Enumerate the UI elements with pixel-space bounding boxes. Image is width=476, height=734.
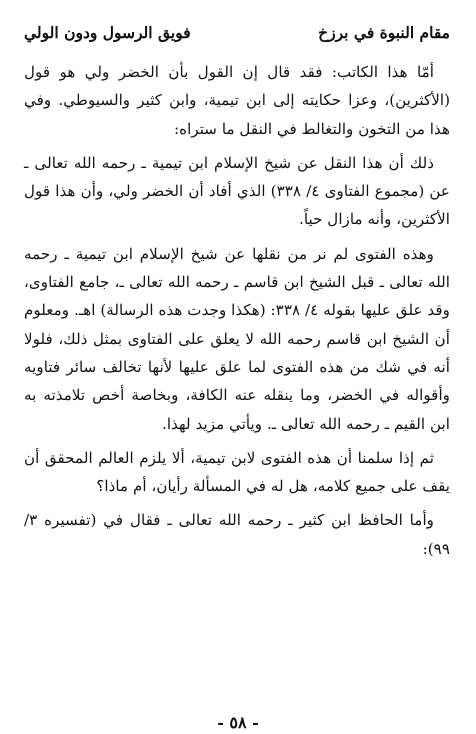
page-number: - ٥٨ - xyxy=(217,713,259,732)
paragraph-writer-claim: أمّا هذا الكاتب: فقد قال إن القول بأن الخضر ولي هو قول (الأكثرين)، وعزا حكايته إلى ابن تيمية، وابن كثير والسيوطي. وفي هذا من التخون والتغالط في النقل ما ستراه: xyxy=(24,63,450,138)
header-title-right: مقام النبوة في برزخ xyxy=(318,23,450,42)
paragraph-conceding-fatwa: ثم إذا سلمنا أن هذه الفتوى لابن تيمية، ألا يلزم العالم المحقق أن يقف على جميع كلامه، هل له في المسألة رأيان، أم ماذا؟ xyxy=(24,448,450,496)
body-text xyxy=(24,58,450,563)
header-title-left: فويق الرسول ودون الولي xyxy=(24,23,191,42)
running-header xyxy=(24,22,450,44)
paragraph-ibn-kathir: وأما الحافظ ابن كثير ـ رحمه الله تعالى ـ فقال في (تفسيره ٣/ ٩٩): xyxy=(24,511,450,558)
paragraph-fatwa-commentary: وهذه الفتوى لم نر من نقلها عن شيخ الإسلام ابن تيمية ـ رحمه الله تعالى ـ قبل الشيخ ابن قاسم ـ رحمه الله تعالى ـ، جامع الفتاوى، وقد علق عليها بقوله ٤/ ٣٣٨: (هكذا وجدت هذه الرسالة) اهـ. ومعلوم أن الشيخ ابن قاسم رحمه الله لا يعلق على الفتاوى بمثل ذلك، فلولا أنه في شك من هذه الفتوى لما علق عليها لأنها تخالف سائر فتاويه وأقواله في الخضر، وما ينقله عنه الكافة، وبخاصة أخص تلامذته به ابن القيم ـ رحمه الله تعالى ـ. ويأتي مزيد لهذا. xyxy=(24,244,450,433)
paragraph-ibn-taymiyyah-transmission: ذلك أن هذا النقل عن شيخ الإسلام ابن تيمية ـ رحمه الله تعالى ـ عن (مجموع الفتاوى ٤/ ٣٣٨) الذي أفاد أن الخضر ولي، وأن هذا قول الأكثرين، وأنه مازال حياً. xyxy=(24,153,450,229)
